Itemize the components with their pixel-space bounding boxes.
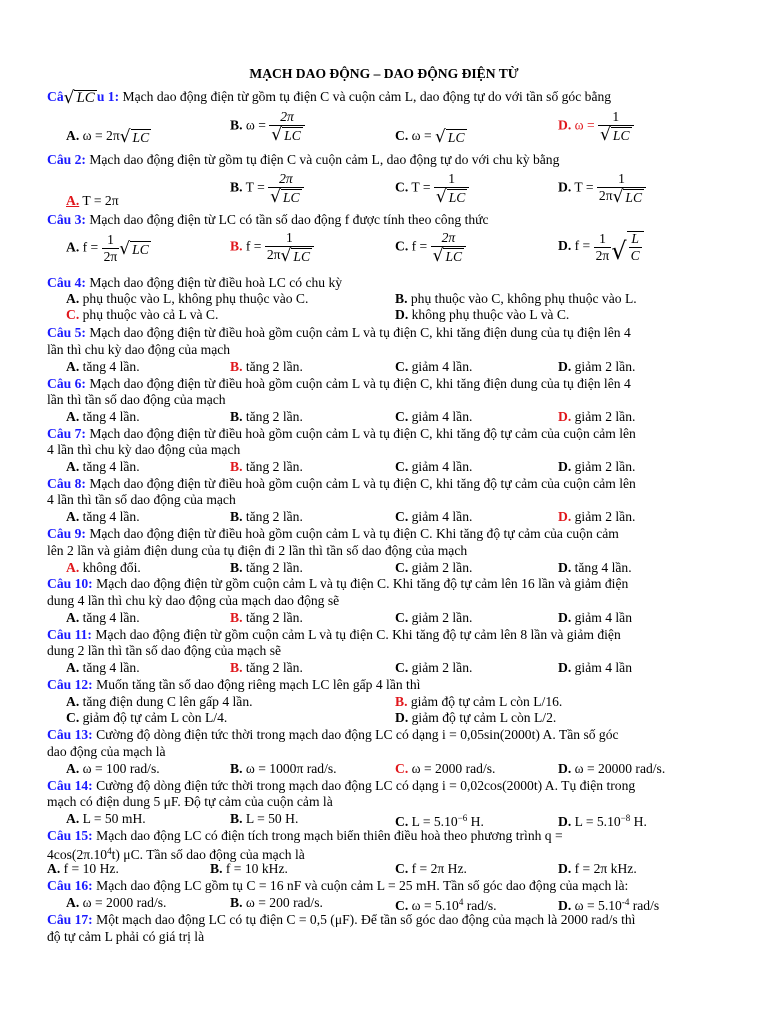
question-8-cont: 4 lần thì tần số dao động của mạch bbox=[47, 492, 236, 507]
question-label: Câ √ LC u 1: bbox=[47, 87, 120, 108]
option-a: A. ω = 2000 rad/s. bbox=[66, 895, 167, 910]
option-b: B. phụ thuộc vào C, không phụ thuộc vào L. bbox=[395, 291, 637, 306]
option-d: D. giảm 4 lần bbox=[558, 610, 633, 625]
option-d: D. không phụ thuộc vào L và C. bbox=[395, 307, 570, 322]
question-5-cont: lần thì chu kỳ dao động của mạch bbox=[47, 342, 231, 357]
question-3: Câu 3: Mạch dao động điện từ LC có tần số dao động f được tính theo công thức bbox=[47, 212, 489, 227]
option-c: C. $\omega = 5.10^4$ rad/s. bbox=[395, 897, 497, 913]
question-14: Câu 14: Cường độ dòng điện tức thời trong mạch dao động LC có dạng i = 0,02cos(2000t) A. Tụ điện trong bbox=[47, 778, 636, 793]
option-b-answer: B. f = 1 2π √ LC bbox=[230, 231, 314, 264]
option-c: C. $L = 5.10^{-6}$ H. bbox=[395, 813, 484, 829]
option-c-answer: C. ω = 2000 rad/s. bbox=[395, 761, 496, 776]
option-a: A. tăng 4 lần. bbox=[66, 509, 140, 524]
option-c: C. f = 2π Hz. bbox=[395, 861, 467, 876]
page-title: MẠCH DAO ĐỘNG – DAO ĐỘNG ĐIỆN TỪ bbox=[249, 66, 519, 81]
option-b: B. L = 50 H. bbox=[230, 811, 299, 826]
question-17: Câu 17: Một mạch dao động LC có tụ điện C = 0,5 (μF). Để tần số góc dao động của mạch là 2000 rad/s thì bbox=[47, 912, 636, 927]
question-17-cont: độ tự cảm L phải có giá trị là bbox=[47, 929, 205, 944]
question-15: Câu 15: Mạch dao động LC có điện tích trong mạch biến thiên điều hoà theo phương trình q = bbox=[47, 828, 563, 843]
option-d-answer: D. ω = 1 √ LC bbox=[558, 110, 634, 143]
option-b: B. ω = 200 rad/s. bbox=[230, 895, 323, 910]
option-c: C. giảm 4 lần. bbox=[395, 359, 473, 374]
option-a: A. tăng 4 lần. bbox=[66, 359, 140, 374]
question-text: Mạch dao động điện từ gồm tụ điện C và cuộn cảm L, dao động tự do với tần số góc bằng bbox=[122, 89, 612, 104]
question-11-cont: dung 2 lần thì tần số dao động của mạch sẽ bbox=[47, 643, 282, 658]
question-10-cont: dung 4 lần thì chu kỳ dao động của mạch dao động sẽ bbox=[47, 593, 340, 608]
question-16: Câu 16: Mạch dao động LC gồm tụ C = 16 nF và cuộn cảm L = 25 mH. Tần số góc dao động của mạch là: bbox=[47, 878, 629, 893]
option-c: C. ω = √ LC bbox=[395, 126, 465, 147]
option-a: A. ω = 100 rad/s. bbox=[66, 761, 160, 776]
question-6-cont: lần thì tần số dao động của mạch bbox=[47, 392, 226, 407]
option-d: D. $L = 5.10^{-8}$ H. bbox=[558, 813, 647, 829]
option-d-answer: D. giảm 2 lần. bbox=[558, 409, 636, 424]
option-b: B. tăng 2 lần. bbox=[230, 560, 303, 575]
option-c: C. giảm độ tự cảm L còn L/4. bbox=[66, 710, 228, 725]
option-d: D. giảm 2 lần. bbox=[558, 359, 636, 374]
option-a: A. L = 50 mH. bbox=[66, 811, 146, 826]
option-a-answer: A. T = 2π bbox=[66, 193, 119, 208]
option-b-answer: B. tăng 2 lần. bbox=[230, 459, 303, 474]
question-8: Câu 8: Mạch dao động điện từ điều hoà gồm cuộn cảm L và tụ điện C, khi tăng độ tự cảm của cuộn cảm lên bbox=[47, 476, 636, 491]
sqrt-lc: √ LC bbox=[63, 87, 95, 108]
option-a: A. tăng 4 lần. bbox=[66, 459, 140, 474]
option-b: B. ω = 2π √ LC bbox=[230, 110, 305, 143]
question-13-cont: dao động của mạch là bbox=[47, 744, 166, 759]
question-13: Câu 13: Cường độ dòng điện tức thời trong mạch dao động LC có dạng i = 0,05sin(2000t) A. Tần số góc bbox=[47, 727, 619, 742]
option-c: C. giảm 4 lần. bbox=[395, 409, 473, 424]
option-a: A. f = $\frac{1}{2\pi}$ √ LC bbox=[66, 232, 149, 264]
option-a: A. tăng 4 lần. bbox=[66, 660, 140, 675]
question-4: Câu 4: Mạch dao động điện từ điều hoà LC có chu kỳ bbox=[47, 275, 343, 290]
question-7: Câu 7: Mạch dao động điện từ điều hoà gồm cuộn cảm L và tụ điện C, khi tăng độ tự cảm của cuộn cảm lên bbox=[47, 426, 636, 441]
question-15-cont: $4\cos(2\pi.10^4t)$ μC. Tần số dao động của mạch là bbox=[47, 846, 305, 862]
option-c: C. T = 1 √ LC bbox=[395, 172, 469, 205]
option-b-answer: B. giảm độ tự cảm L còn L/16. bbox=[395, 694, 563, 709]
option-a: A. ω = 2π √ LC bbox=[66, 126, 150, 147]
option-a: A. f = 10 Hz. bbox=[47, 861, 119, 876]
option-a-answer: A. không đổi. bbox=[66, 560, 141, 575]
question-12: Câu 12: Muốn tăng tần số dao động riêng mạch LC lên gấp 4 lần thì bbox=[47, 677, 421, 692]
question-10: Câu 10: Mạch dao động điện từ gồm cuộn cảm L và tụ điện C. Khi tăng độ tự cảm lên 16 lần và giảm điện bbox=[47, 576, 629, 591]
option-d: D. ω = 20000 rad/s. bbox=[558, 761, 666, 776]
option-c: C. giảm 2 lần. bbox=[395, 660, 473, 675]
question-9-cont: lên 2 lần và giảm điện dung của tụ điện đi 2 lần thì tần số dao động của mạch bbox=[47, 543, 468, 558]
question-2: Câu 2: Mạch dao động điện từ gồm tụ điện C và cuộn cảm L, dao động tự do với chu kỳ bằng bbox=[47, 152, 560, 167]
option-d: D. f = $\frac{1}{2\pi}$ √ $\frac{L}{C}$ bbox=[558, 231, 644, 263]
option-b-answer: B. tăng 2 lần. bbox=[230, 610, 303, 625]
option-b: B. ω = 1000π rad/s. bbox=[230, 761, 337, 776]
question-6: Câu 6: Mạch dao động điện từ điều hoà gồm cuộn cảm L và tụ điện C, khi tăng điện dung của tụ điện lên 4 bbox=[47, 376, 631, 391]
option-c: C. giảm 2 lần. bbox=[395, 610, 473, 625]
option-c: C. giảm 2 lần. bbox=[395, 560, 473, 575]
option-c: C. giảm 4 lần. bbox=[395, 459, 473, 474]
option-d: D. giảm độ tự cảm L còn L/2. bbox=[395, 710, 557, 725]
question-11: Câu 11: Mạch dao động điện từ gồm cuộn cảm L và tụ điện C. Khi tăng độ tự cảm lên 8 lần và giảm điện bbox=[47, 627, 621, 642]
question-14-cont: mạch có điện dung 5 μF. Độ tự cảm của cuộn cảm là bbox=[47, 794, 333, 809]
option-c: C. f = 2π √ LC bbox=[395, 231, 466, 264]
option-b: B. tăng 2 lần. bbox=[230, 409, 303, 424]
option-d: D. tăng 4 lần. bbox=[558, 560, 632, 575]
option-a: A. tăng 4 lần. bbox=[66, 610, 140, 625]
option-b-answer: B. tăng 2 lần. bbox=[230, 359, 303, 374]
option-c-answer: C. phụ thuộc vào cả L và C. bbox=[66, 307, 219, 322]
option-b-answer: B. tăng 2 lần. bbox=[230, 660, 303, 675]
option-b: B. T = 2π √ LC bbox=[230, 172, 304, 205]
option-b: B. tăng 2 lần. bbox=[230, 509, 303, 524]
option-c: C. giảm 4 lần. bbox=[395, 509, 473, 524]
option-d: D. T = 1 2π √ LC bbox=[558, 172, 646, 205]
option-d: D. giảm 4 lần bbox=[558, 660, 633, 675]
question-9: Câu 9: Mạch dao động điện từ điều hoà gồm cuộn cảm L và tụ điện C. Khi tăng độ tự cảm của cuộn cảm bbox=[47, 526, 619, 541]
option-a: A. phụ thuộc vào L, không phụ thuộc vào C. bbox=[66, 291, 309, 306]
option-b: B. f = 10 kHz. bbox=[210, 861, 288, 876]
question-5: Câu 5: Mạch dao động điện từ điều hoà gồm cuộn cảm L và tụ điện C, khi tăng điện dung của tụ điện lên 4 bbox=[47, 325, 631, 340]
option-d-answer: D. giảm 2 lần. bbox=[558, 509, 636, 524]
question-1 bbox=[47, 89, 727, 106]
option-d: D. $\omega = 5.10^{-4}$ rad/s bbox=[558, 897, 660, 913]
option-d: D. giảm 2 lần. bbox=[558, 459, 636, 474]
option-a: A. tăng 4 lần. bbox=[66, 409, 140, 424]
option-a: A. tăng điện dung C lên gấp 4 lần. bbox=[66, 694, 253, 709]
question-7-cont: 4 lần thì chu kỳ dao động của mạch bbox=[47, 442, 241, 457]
option-d: D. f = 2π kHz. bbox=[558, 861, 637, 876]
